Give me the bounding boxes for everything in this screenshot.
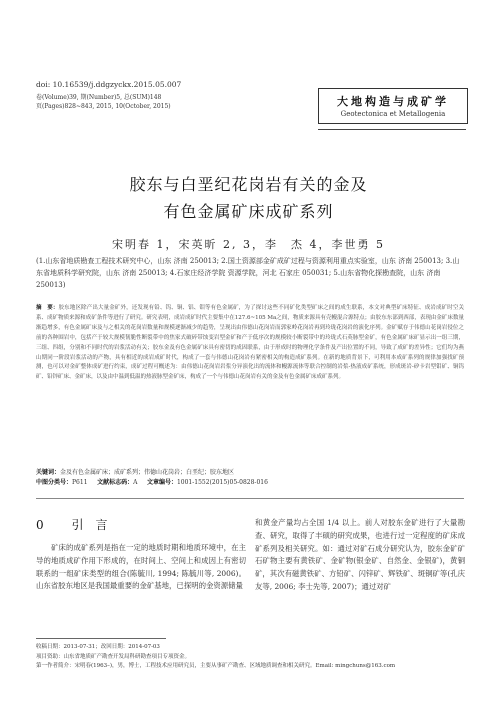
pages-info: 页(Pages)828~843, 2015, 10(October, 2015) [36, 103, 171, 110]
abstract-divider [36, 498, 464, 499]
clc-code: P611 [72, 479, 88, 486]
keywords-block [36, 468, 464, 488]
doi: doi: 10.16539/j.ddgzyckx.2015.05.007 [36, 80, 182, 89]
footnote-funding: 项目资助：山东省地质矿产勘查开发局科研勘查项目专项资金。 [36, 653, 191, 660]
journal-name-zh: 大地构造与成矿学 [337, 95, 449, 108]
article-no-label: 文章编号： [146, 479, 177, 486]
doc-code: A [133, 479, 138, 486]
body-paragraph-right: 和黄金产量均占全国 1/4 以上。前人对胶东金矿进行了大量勘查、研究，取得了丰硕的研究成果，也进行过一定程度的矿床成矿系列及相关研究。如：通过对矿石成分研究认为，胶东金矿矿石矿物主要有黄铁矿、金矿物(银金矿、自然金、金银矿)，黄铜矿，其次有磁黄铁矿、方铅矿、闪锌矿、辉铁矿、斑铜矿等(孔庆友等, 2006; 李士先等, 2007)；通过对矿 [255, 518, 465, 591]
body-column-right [255, 517, 465, 594]
section-heading [36, 516, 119, 533]
keywords-label: 关键词： [36, 469, 61, 476]
clc-label: 中图分类号： [36, 479, 73, 486]
article-title-line2: 有色金属矿床成矿系列 [163, 202, 334, 221]
footnotes [36, 643, 464, 672]
footnote-received: 收稿日期：2013-07-31；改回日期：2014-07-03 [36, 644, 160, 650]
affiliations: (1.山东省地质勘查工程技术研究中心，山东 济南 250013; 2.国土资源部金矿成矿过程与资源利用重点实验室，山东 济南 250013; 3.山东省地质科学研究院，山东 济南 250013; 4.石家庄经济学院 资源学院，河北 石家庄 050031; 5.山东省物化探勘查院，山东 济南 250013) [36, 257, 460, 289]
section-number: 0 [36, 518, 56, 532]
abstract-label: 摘 要： [36, 305, 59, 311]
doc-code-label: 文献标志码： [97, 479, 134, 486]
abstract [36, 304, 464, 383]
article-no: 1001-1552(2015)05-0828-016 [176, 479, 268, 486]
footnote-divider [36, 638, 166, 639]
journal-divider [318, 129, 466, 130]
article-header-info [36, 80, 181, 112]
author-list: 宋明春 1，宋英昕 2, 3，李 杰 4，李世勇 5 [112, 238, 385, 251]
keywords-text: 金及有色金属矿床；成矿系列；伟德山花岗岩；白垩纪；胶东地区 [60, 469, 235, 476]
body-column-left [36, 542, 246, 593]
volume-info: 卷(Volume)39, 期(Number)5, 总(SUM)148 [36, 93, 162, 101]
body-paragraph-left: 矿床的成矿系列是指在一定的地质时期和地质环境中，在主导的地质成矿作用下形成的，在时间上、空间上和成因上有密切联系的一组矿床类型的组合(陈毓川, 1994; 陈毓川等, 2006)。山东省胶东地区是我国最重要的金矿基地，已探明的金资源储量 [36, 543, 246, 591]
footnote-author: 第一作者简介：宋明春(1963–)，男，博士，工程技术应用研究员，主要从事矿产勘查、区域地质调查和相关研究。Email: mingchuns@163.com [36, 663, 396, 670]
journal-name-en: Geotectonica et Metallogenia [340, 110, 446, 118]
journal-name-box [318, 88, 468, 124]
article-title-line1: 胶东与白垩纪花岗岩有关的金及 [129, 175, 368, 194]
abstract-text: 胶东地区除产出大量金矿外，还发现有铅、钨、铜、铝、钼等有色金属矿，为了探讨这些不同矿化类型矿床之间的成生联系，本文对典型矿床特征、成岩成矿时空关系、成矿物质来源和成矿条件等进行了研究。研究表明，成岩成矿时代主要集中在127.6~105 Ma之间，物质来源具有壳幔混合源特点；由胶东东部到西部，表现由金矿床数量渐趋增多，有色金属矿床及与之相关的花岗岩数量和规模逐渐减少的趋势，呈现出由伟德山花岗岩而郭家岭花岗岩再到玲珑花岗岩的演化序列。金矿赋存于伟德山花岗岩侵位之前的各种围岩中，包括产于较大规模韧脆性断裂带中的焦家式破碎带蚀变岩型金矿和产于低序次的规模较小断裂带中的玲珑式石英脉型金矿，有色金属矿床矿显示出一组三期，三组、四组，分别和不同时代的岩浆活动有关；胶东金及有色金属矿床具有密切的成因联系，由于形成时的物理化学条件及产出位置的不同，导致了成矿的差异性；它们均为燕山期同一阶段岩浆活动的产物，具有相近的成岩成矿时代，构成了一套与伟德山花岗岩有紧密相关的构造成矿系列。在新的地质背景下，可利用本成矿系列的规律加强找矿预测，也可以对金矿整体成矿进行约束，成矿过程可概述为：由伟德山花岗岩岩浆分异演化出的流体和幔源流体等联合控制的岩浆-热液成矿系统，形成斑岩-矽卡岩型钼矿、铜钨矿、铅锌矿床、金矿床，以及由中温到低温的热液脉型金矿床，构成了一个与伟德山花岗岩有关的金及有色金属矿床成矿系列。 [36, 305, 464, 381]
section-title: 引言 [71, 518, 120, 532]
